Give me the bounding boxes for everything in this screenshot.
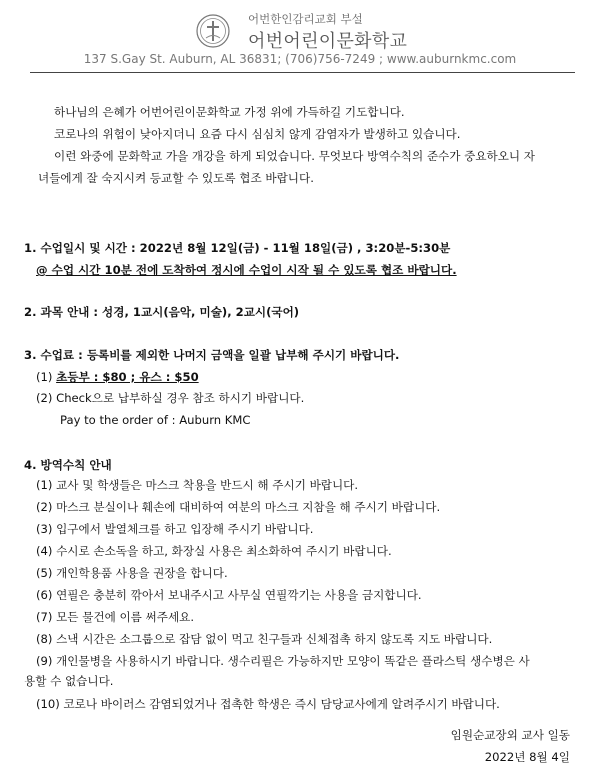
fee-amounts: 초등부 : $80 ; 유스 : $50 bbox=[56, 370, 199, 384]
section-3-title: 3. 수업료 : 등록비를 제외한 나머지 금액을 일괄 납부해 주시기 바랍니다. bbox=[24, 348, 400, 362]
intro-line: 이런 와중에 문화학교 가을 개강을 하게 되었습니다. 무엇보다 방역수칙의 준수가 중요하오니 자 bbox=[54, 149, 536, 163]
intro-line: 코로나의 위험이 낮아지더니 요즘 다시 심심치 않게 감염자가 발생하고 있습니다. bbox=[54, 127, 461, 141]
rule-item: (5) 개인학용품 사용을 권장을 합니다. bbox=[36, 566, 228, 580]
section-2-title: 2. 과목 안내 : 성경, 1교시(음악, 미술), 2교시(국어) bbox=[24, 305, 300, 319]
rule-item: (4) 수시로 손소독을 하고, 화장실 사용은 최소화하여 주시기 바랍니다. bbox=[36, 544, 392, 558]
org-subtitle: 어번한인감리교회 부설 bbox=[248, 12, 363, 26]
school-emblem-icon bbox=[196, 14, 230, 48]
address-line: 137 S.Gay St. Auburn, AL 36831; (706)756-7249 ; www.auburnkmc.com bbox=[83, 52, 517, 66]
rule-item: (6) 연필은 충분히 깎아서 보내주시고 사무실 연필깍기는 사용을 금지합니다. bbox=[36, 588, 422, 602]
rule-item: (8) 스낵 시간은 소그룹으로 잡담 없이 먹고 친구들과 신체접촉 하지 않도록 지도 바랍니다. bbox=[36, 632, 493, 646]
pay-to-order: Pay to the order of : Auburn KMC bbox=[60, 413, 251, 427]
rule-item: (3) 입구에서 발열체크를 하고 입장해 주시기 바랍니다. bbox=[36, 522, 314, 536]
section-1-title: 1. 수업일시 및 시간 : 2022년 8월 12일(금) - 11월 18일(금) , 3:20분-5:30분 bbox=[24, 241, 451, 255]
rule-item: (10) 코로나 바이러스 감염되었거나 접촉한 학생은 즉시 담당교사에게 알려주시기 바랍니다. bbox=[36, 697, 500, 711]
rule-item: (9) 개인물병을 사용하시기 바랍니다. 생수리필은 가능하지만 모양이 똑같은 플라스틱 생수병은 사 bbox=[36, 654, 530, 668]
header-divider bbox=[30, 72, 575, 73]
fee-line bbox=[36, 369, 199, 385]
intro-line: 녀들에게 잘 숙지시켜 등교할 수 있도록 협조 바랍니다. bbox=[38, 171, 314, 185]
rule-item-continued: 용할 수 없습니다. bbox=[24, 674, 114, 688]
fee-number: (1) bbox=[36, 370, 57, 384]
intro-line: 하나님의 은혜가 어번어린이문화학교 가정 위에 가득하길 기도합니다. bbox=[54, 105, 405, 119]
signature-line: 임원순교장외 교사 일동 bbox=[450, 728, 570, 742]
section-4-title: 4. 방역수칙 안내 bbox=[24, 458, 112, 472]
rule-item: (1) 교사 및 학생들은 마스크 착용을 반드시 해 주시기 바랍니다. bbox=[36, 478, 359, 492]
section-1-note: @ 수업 시간 10분 전에 도착하여 정시에 수업이 시작 될 수 있도록 협조 바랍니다. bbox=[36, 263, 457, 277]
org-title: 어번어린이문화학교 bbox=[248, 31, 408, 52]
rule-item: (7) 모든 물건에 이름 써주세요. bbox=[36, 610, 195, 624]
rule-item: (2) 마스크 분실이나 훼손에 대비하여 여분의 마스크 지참을 해 주시기 바랍니다. bbox=[36, 500, 441, 514]
check-note: (2) Check으로 납부하실 경우 참조 하시기 바랍니다. bbox=[36, 391, 305, 405]
date-line: 2022년 8월 4일 bbox=[484, 750, 570, 764]
